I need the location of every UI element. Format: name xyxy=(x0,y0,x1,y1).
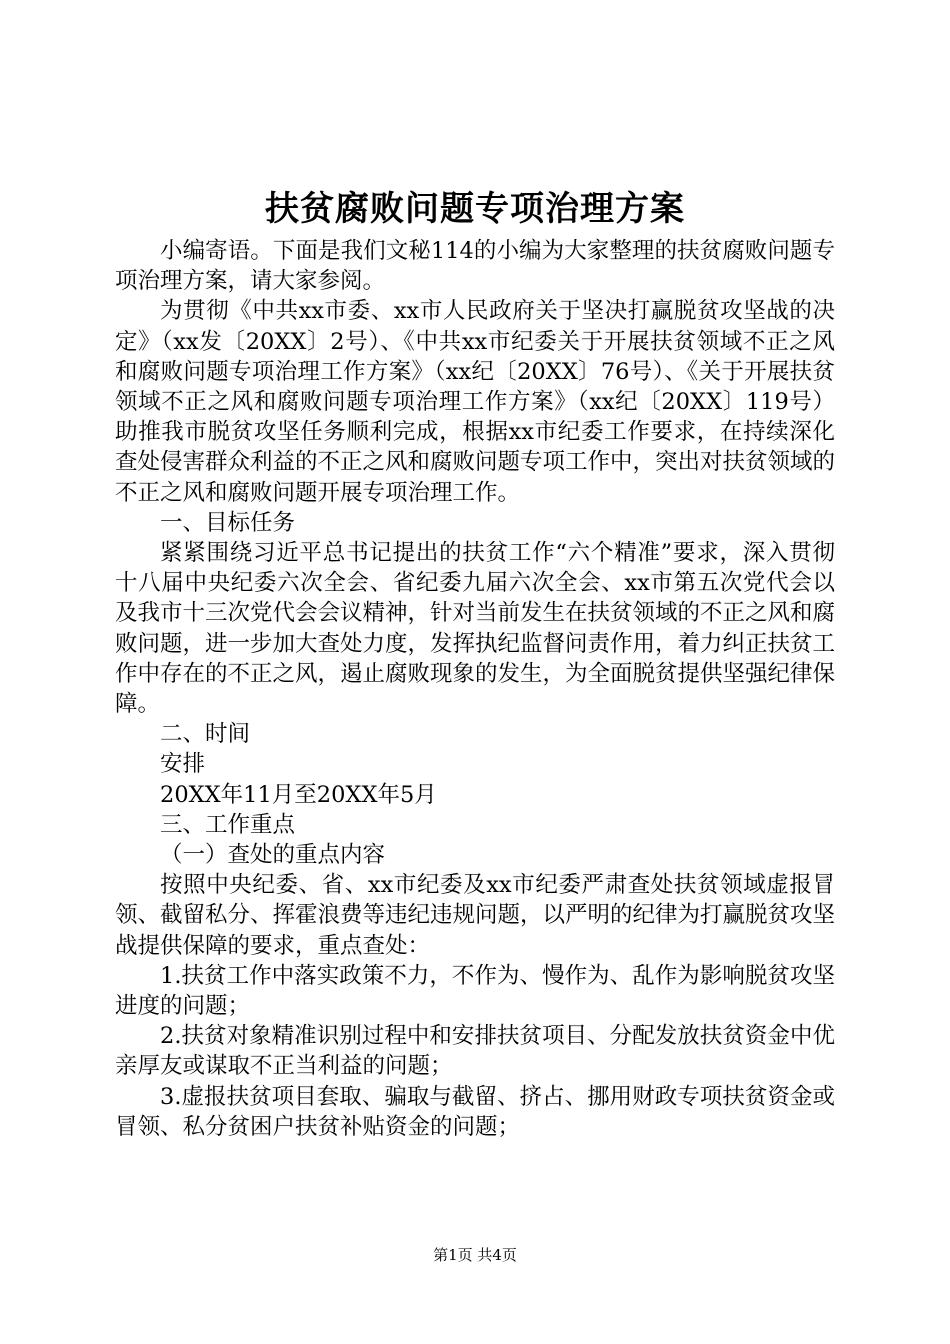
heading-time: 二、时间 xyxy=(160,721,251,748)
document-title: 扶贫腐败问题专项治理方案 xyxy=(265,189,685,229)
page-footer: 第1页 共4页 xyxy=(433,1246,517,1264)
paragraph-objectives: 紧紧围绕习近平总书记提出的扶贫工作“六个精准”要求，深入贯彻十八届中央纪委六次全会、省纪委九届六次全会、xx市第五次党代会以及我市十三次党代会会议精神，针对当前发生在扶贫领域的不正之风和腐败问题，进一步加大查处力度，发挥执纪监督问责作用，着力纠正扶贫工作中存在的不正之风，遏止腐败现象的发生，为全面脱贫提供坚强纪律保障。 xyxy=(115,540,836,718)
document-body xyxy=(115,236,835,1142)
heading-objectives: 一、目标任务 xyxy=(160,509,296,536)
subheading-key-content: （一）查处的重点内容 xyxy=(160,842,386,869)
list-item-1: 1.扶贫工作中落实政策不力，不作为、慢作为、乱作为影响脱贫攻坚进度的问题； xyxy=(115,962,835,1020)
list-item-3: 3.虚报扶贫项目套取、骗取与截留、挤占、挪用财政专项扶贫资金或冒领、私分贫困户扶贫补贴资金的问题； xyxy=(115,1083,835,1140)
paragraph-arrangement: 安排 xyxy=(160,751,206,778)
paragraph-purpose: 为贯彻《中共xx市委、xx市人民政府关于坚决打赢脱贫攻坚战的决定》（xx发〔20XX〕2号）、《中共xx市纪委关于开展扶贫领域不正之风和腐败问题专项治理工作方案》（xx纪〔20XX〕76号）、《关于开展扶贫领域不正之风和腐败问题专项治理工作方案》（xx纪〔20XX〕119号）助推我市脱贫攻坚任务顺利完成，根据xx市纪委工作要求，在持续深化查处侵害群众利益的不正之风和腐败问题专项工作中，突出对扶贫领域的不正之风和腐败问题开展专项治理工作。 xyxy=(115,298,836,506)
paragraph-intro: 小编寄语。下面是我们文秘114的小编为大家整理的扶贫腐败问题专项治理方案，请大家参阅。 xyxy=(115,238,835,295)
paragraph-key-content: 按照中央纪委、省、xx市纪委及xx市纪委严肃查处扶贫领域虚报冒领、截留私分、挥霍浪费等违纪违规问题，以严明的纪律为打赢脱贫攻坚战提供保障的要求，重点查处： xyxy=(115,872,836,959)
paragraph-period: 20XX年11月至20XX年5月 xyxy=(160,781,437,808)
list-item-2: 2.扶贫对象精准识别过程中和安排扶贫项目、分配发放扶贫资金中优亲厚友或谋取不正当利益的问题； xyxy=(115,1023,835,1080)
heading-focus: 三、工作重点 xyxy=(160,811,296,838)
